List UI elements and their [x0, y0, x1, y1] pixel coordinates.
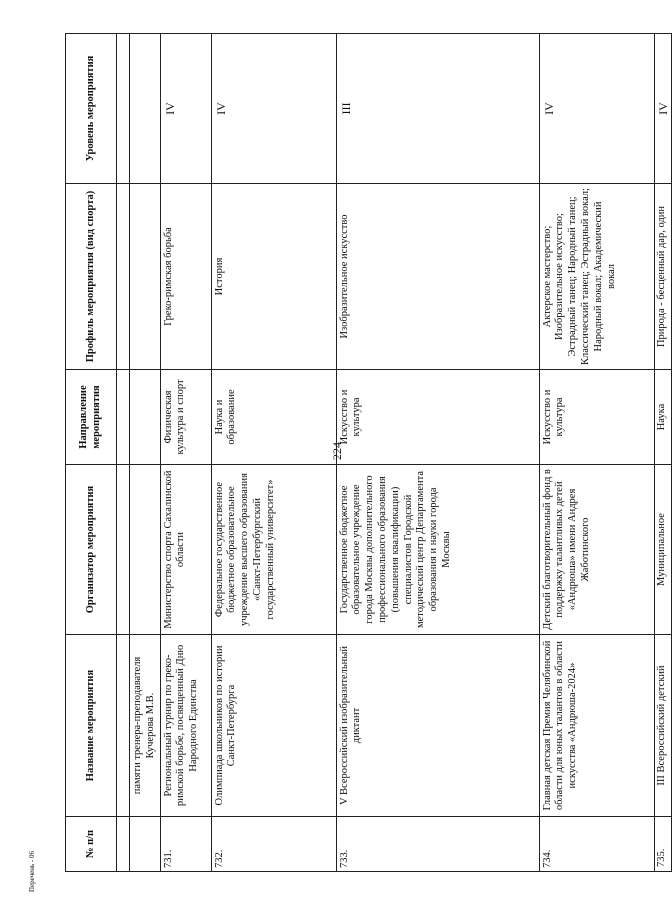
table-row: [160, 34, 211, 872]
events-table: [65, 33, 672, 872]
cell-level: III: [336, 34, 539, 184]
cell-direction: Наука: [654, 370, 672, 465]
cell-direction: Наука и образование: [211, 370, 336, 465]
cell-num: 735.: [654, 817, 672, 872]
cell-organizer: Министерство спорта Сахалинской области: [160, 465, 211, 635]
page-number: 224: [330, 442, 344, 460]
cell-num: 732.: [211, 817, 336, 872]
cell-organizer: Государственное бюджетное образовательное учреждение города Москвы дополнительного профессионального образования (повышения квалификации) специалистов Городской методический центр Департамента образования и науки города Москвы: [336, 465, 539, 635]
cell-profile: Актерское мастерство; Изобразительное искусство; Эстрадный танец; Народный танец; Классический танец; Эстрадный вокал; Народный вокал; Академический вокал: [539, 184, 654, 370]
cell-direction: Искусство и культура: [539, 370, 654, 465]
header-organizer: Организатор мероприятия: [66, 465, 117, 635]
header-profile: Профиль мероприятия (вид спорта): [66, 184, 117, 370]
cell-level: IV: [539, 34, 654, 184]
header-num: № п/п: [66, 817, 117, 872]
header-direction: Направление мероприятия: [66, 370, 117, 465]
table-row: [211, 34, 336, 872]
table-row: [336, 34, 539, 872]
cell-organizer: Федеральное государственное бюджетное образовательное учреждение высшего образования «Санкт-Петербургский государственный университет»: [211, 465, 336, 635]
cell-profile: История: [211, 184, 336, 370]
cell-name: Региональный турнир по греко-римской борьбе, посвященный Дню Народного Единства: [160, 635, 211, 817]
table-row: [654, 34, 672, 872]
cell-name: Главная детская Премия Челябинской области для юных талантов в области искусства «Андрюша-2024»: [539, 635, 654, 817]
cell-profile: Природа - бесценный дар, один: [654, 184, 672, 370]
cell-organizer: Муниципальное: [654, 465, 672, 635]
cell-level: IV: [211, 34, 336, 184]
table-spacer-row: [117, 34, 130, 872]
cell-num: 734.: [539, 817, 654, 872]
cell-profile: Греко-римская борьба: [160, 184, 211, 370]
cell-organizer: Детский благотворительный фонд в поддержку талантливых детей «Андрюша» имени Андрея Жаботинского: [539, 465, 654, 635]
table-row-continuation: [130, 34, 161, 872]
header-level: Уровень мероприятия: [66, 34, 117, 184]
cell-num: 731.: [160, 817, 211, 872]
cell-direction: Искусство и культура: [336, 370, 539, 465]
table-row: [539, 34, 654, 872]
cell-level: IV: [654, 34, 672, 184]
cell-name: памяти тренера-преподавателя Кучерова М.В.: [130, 635, 161, 817]
cell-name: V Всероссийский изобразительный диктант: [336, 635, 539, 817]
rotated-table-area: [65, 34, 670, 872]
table-header-row: [66, 34, 117, 872]
cell-level: IV: [160, 34, 211, 184]
cell-direction: Физическая культура и спорт: [160, 370, 211, 465]
header-name: Название мероприятия: [66, 635, 117, 817]
cell-profile: Изобразительное искусство: [336, 184, 539, 370]
cell-name: Олимпиада школьников по истории Санкт-Петербурга: [211, 635, 336, 817]
footer-note: Перечень - 06: [28, 851, 36, 892]
cell-num: 733.: [336, 817, 539, 872]
cell-name: III Всероссийский детский: [654, 635, 672, 817]
